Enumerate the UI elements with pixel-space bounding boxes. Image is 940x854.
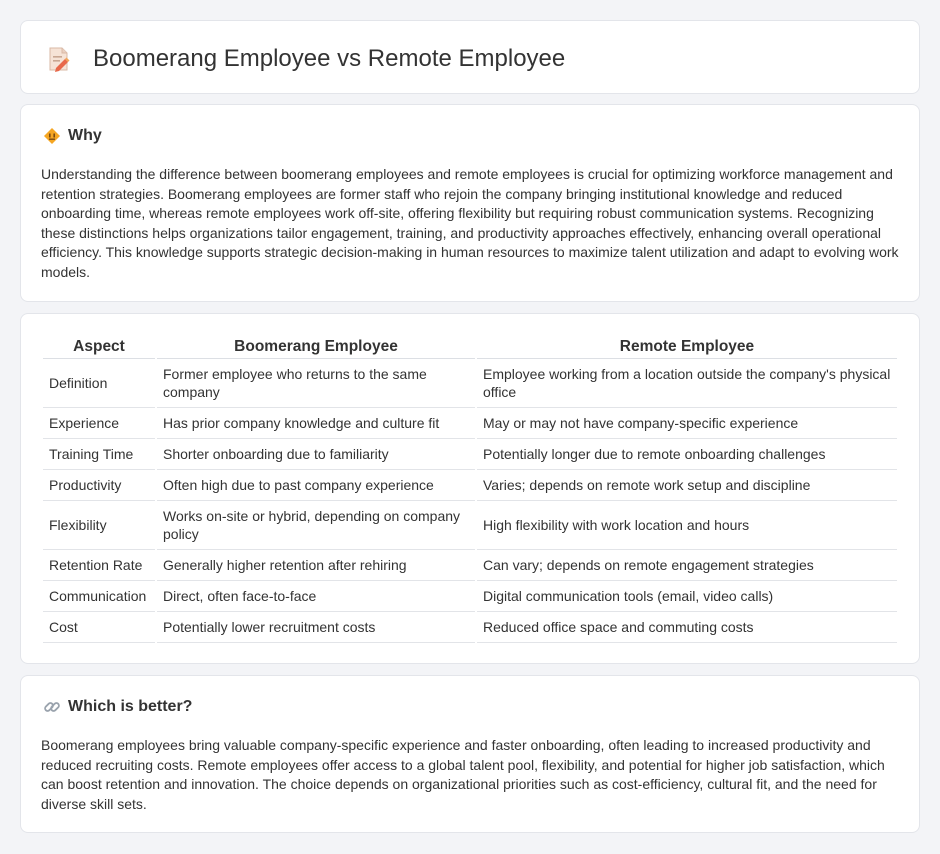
why-heading-row: [43, 127, 102, 145]
header-remote: Remote Employee: [477, 336, 897, 359]
table-row: [43, 408, 897, 439]
remote-cell: Reduced office space and commuting costs: [477, 612, 897, 643]
header-aspect: Aspect: [43, 336, 155, 359]
better-text: Boomerang employees bring valuable company-specific experience and faster onboarding, often leading to increased productivity and reduced recruiting costs. Remote employees offer access to a global talent pool, flexibility, and potential for higher job satisfaction, which can boost retention and innovation. The choice depends on organizational priorities such as cost-efficiency, cultural fit, and the need for diverse skill sets.: [41, 737, 885, 812]
why-heading: Why: [68, 127, 102, 144]
title-row: [47, 45, 565, 73]
table-row: [43, 581, 897, 612]
better-heading: Which is better?: [68, 698, 193, 715]
aspect-cell: Definition: [43, 359, 155, 408]
header-boomerang: Boomerang Employee: [157, 336, 475, 359]
boomerang-cell: Shorter onboarding due to familiarity: [157, 439, 475, 470]
table-row: [43, 470, 897, 501]
aspect-cell: Retention Rate: [43, 550, 155, 581]
page-title: Boomerang Employee vs Remote Employee: [93, 45, 566, 72]
comparison-table: [41, 336, 899, 643]
table-header-row: [43, 336, 897, 359]
aspect-cell: Communication: [43, 581, 155, 612]
remote-cell: Can vary; depends on remote engagement strategies: [477, 550, 897, 581]
remote-cell: Employee working from a location outside the company's physical office: [477, 359, 897, 408]
remote-cell: May or may not have company-specific experience: [477, 408, 897, 439]
comparison-card: [20, 313, 920, 664]
document-pencil-icon: [47, 46, 71, 72]
why-text: Understanding the difference between boomerang employees and remote employees is crucial for optimizing workforce management and retention strategies. Boomerang employees are former staff who rejoin the company bringing institutional knowledge and reduced onboarding time, whereas remote employees work off-site, offering flexibility but requiring robust communication systems. Recognizing these distinctions helps organizations tailor engagement, training, and productivity approaches effectively, enhancing overall operational efficiency. This knowledge supports strategic decision-making in human resources to maximize talent utilization and adapt to evolving work models.: [41, 166, 899, 280]
boomerang-cell: Former employee who returns to the same company: [157, 359, 475, 408]
remote-cell: Potentially longer due to remote onboarding challenges: [477, 439, 897, 470]
remote-cell: Varies; depends on remote work setup and discipline: [477, 470, 897, 501]
header-card: [20, 20, 920, 94]
why-card: [20, 104, 920, 302]
boomerang-cell: Potentially lower recruitment costs: [157, 612, 475, 643]
aspect-cell: Training Time: [43, 439, 155, 470]
link-icon: [43, 698, 61, 716]
boomerang-cell: Often high due to past company experience: [157, 470, 475, 501]
aspect-cell: Flexibility: [43, 501, 155, 550]
boomerang-cell: Direct, often face-to-face: [157, 581, 475, 612]
aspect-cell: Productivity: [43, 470, 155, 501]
boomerang-cell: Has prior company knowledge and culture fit: [157, 408, 475, 439]
better-card: [20, 675, 920, 833]
boomerang-cell: Generally higher retention after rehiring: [157, 550, 475, 581]
table-row: [43, 612, 897, 643]
table-row: [43, 550, 897, 581]
aspect-cell: Cost: [43, 612, 155, 643]
better-heading-row: [43, 698, 192, 716]
remote-cell: High flexibility with work location and hours: [477, 501, 897, 550]
table-row: [43, 359, 897, 408]
diamond-warning-icon: [43, 127, 61, 145]
remote-cell: Digital communication tools (email, video calls): [477, 581, 897, 612]
aspect-cell: Experience: [43, 408, 155, 439]
table-row: [43, 501, 897, 550]
boomerang-cell: Works on-site or hybrid, depending on company policy: [157, 501, 475, 550]
table-row: [43, 439, 897, 470]
